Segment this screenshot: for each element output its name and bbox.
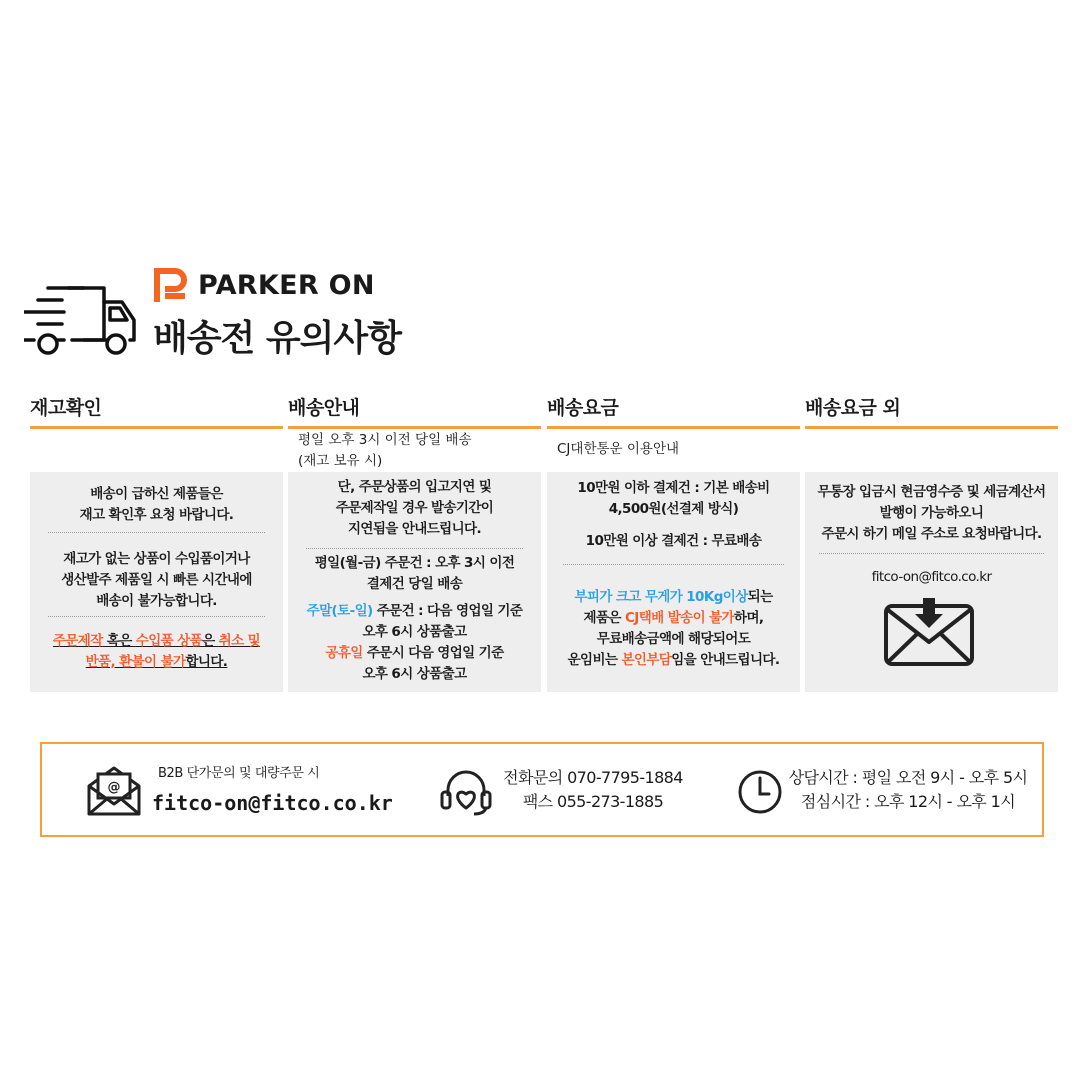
other-email[interactable]: fitco-on@fitco.co.kr (871, 569, 992, 585)
dotted-divider (48, 616, 265, 617)
column-title-stock: 재고확인 (30, 397, 102, 419)
column-divider (805, 426, 1058, 429)
consult-hours: 상담시간 : 평일 오전 9시 - 오후 5시 (788, 768, 1028, 787)
dotted-divider (48, 532, 265, 533)
brand-name: PARKER ON (198, 270, 375, 301)
delivery-block-1: 단, 주문상품의 입고지연 및 주문제작일 경우 발송기간이 지연됨을 안내드립니다. (335, 479, 494, 537)
column-title-other: 배송요금 외 (805, 397, 901, 419)
stock-warning-line-2: 반품, 환불이 불가합니다. (85, 654, 228, 670)
stock-block-2: 재고가 없는 상품이 수입품이거나 생산발주 제품일 시 빠른 시간내에 배송이 불가능합니다. (61, 551, 252, 609)
fee-note: CJ대한통운 이용안내 (557, 441, 680, 457)
contact-email-link[interactable]: fitco-on@fitco.co.kr (152, 791, 393, 815)
mail-download-icon (883, 596, 975, 668)
column-title-fee: 배송요금 (547, 397, 619, 419)
stock-warning-line-1: 주문제작 혹은 수입품 상품은 취소 및 (52, 633, 261, 649)
column-divider (547, 426, 800, 429)
fee-block-1: 10만원 이하 결제건 : 기본 배송비 4,500원(선결제 방식) (577, 480, 770, 517)
lunch-hours: 점심시간 : 오후 12시 - 오후 1시 (800, 792, 1016, 811)
phone-number[interactable]: 전화문의 070-7795-1884 (503, 768, 683, 787)
business-hours (788, 766, 1028, 814)
clock-icon (736, 768, 784, 816)
column-divider (30, 426, 283, 429)
svg-text:@: @ (107, 780, 121, 795)
delivery-panel (288, 472, 541, 692)
delivery-truck-icon (24, 282, 136, 356)
column-title-delivery: 배송안내 (288, 397, 360, 419)
page-title: 배송전 유의사항 (153, 318, 401, 359)
dotted-divider (563, 564, 784, 565)
fee-block-2: 10만원 이상 결제건 : 무료배송 (585, 533, 762, 549)
delivery-note: 평일 오후 3시 이전 당일 배송 (재고 보유 시) (298, 432, 472, 469)
contact-box (40, 742, 1044, 837)
dotted-divider (819, 553, 1044, 554)
b2b-label: B2B 단가문의 및 대량주문 시 (158, 766, 320, 781)
dotted-divider (306, 548, 523, 549)
fee-block-3: 부피가 크고 무게가 10Kg이상되는 제품은 CJ택배 발송이 불가하며, 무료배송금액에 해당되어도 운임비는 본인부담임을 안내드립니다. (567, 589, 780, 668)
parker-on-logo-icon (153, 268, 189, 304)
fax-number: 팩스 055-273-1885 (522, 792, 664, 811)
phone-info (488, 766, 698, 814)
fee-panel (547, 472, 800, 692)
stock-panel (30, 472, 283, 692)
delivery-block-3: 주말(토-일) 주문건 : 다음 영업일 기준 오후 6시 상품출고 공휴일 주문시 다음 영업일 기준 오후 6시 상품출고 (306, 603, 523, 682)
other-block-1: 무통장 입금시 현금영수증 및 세금계산서 발행이 가능하오니 주문시 하기 메일 주소로 요청바랍니다. (817, 484, 1046, 542)
headset-heart-icon (440, 770, 492, 816)
delivery-block-2: 평일(월-금) 주문건 : 오후 3시 이전 결제건 당일 배송 (314, 555, 515, 592)
email-envelope-icon (86, 764, 142, 818)
stock-block-3 (30, 631, 283, 673)
stock-block-1: 배송이 급하신 제품들은 재고 확인후 요청 바랍니다. (79, 486, 234, 523)
other-panel (805, 472, 1058, 692)
column-divider (288, 426, 541, 429)
